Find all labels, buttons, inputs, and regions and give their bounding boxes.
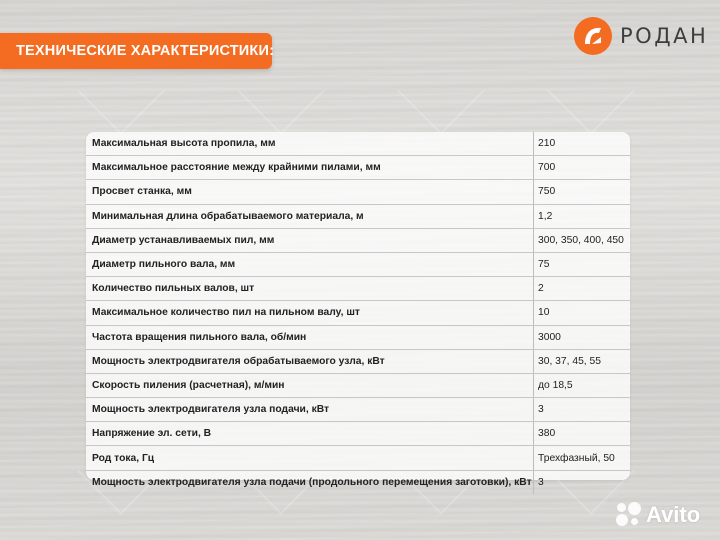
- spec-row: [86, 325, 630, 349]
- avito-watermark: [616, 500, 700, 530]
- section-title: ТЕХНИЧЕСКИЕ ХАРАКТЕРИСТИКИ:: [16, 43, 275, 59]
- section-header-banner: [0, 33, 275, 69]
- spec-row: [86, 422, 630, 446]
- spec-label: Диаметр пильного вала, мм: [86, 252, 534, 276]
- spec-value: 700: [534, 156, 631, 180]
- brand-mark-icon: [574, 17, 612, 55]
- spec-value: 380: [534, 422, 631, 446]
- spec-row: [86, 132, 630, 156]
- spec-label: Просвет станка, мм: [86, 180, 534, 204]
- spec-label: Минимальная длина обрабатываемого материала, м: [86, 204, 534, 228]
- spec-label: Род тока, Гц: [86, 446, 534, 470]
- spec-label: Максимальное количество пил на пильном валу, шт: [86, 301, 534, 325]
- spec-label: Диаметр устанавливаемых пил, мм: [86, 228, 534, 252]
- spec-value: 750: [534, 180, 631, 204]
- brand-name: РОДАН: [620, 24, 709, 48]
- spec-value: 210: [534, 132, 631, 156]
- spec-value: 2: [534, 277, 631, 301]
- spec-row: [86, 398, 630, 422]
- spec-row: [86, 180, 630, 204]
- spec-row: [86, 373, 630, 397]
- spec-label: Мощность электродвигателя узла подачи, кВт: [86, 398, 534, 422]
- spec-value: Трехфазный, 50: [534, 446, 631, 470]
- spec-value: 30, 37, 45, 55: [534, 349, 631, 373]
- spec-row: [86, 228, 630, 252]
- spec-value: 3: [534, 398, 631, 422]
- spec-value: 75: [534, 252, 631, 276]
- spec-value: 1,2: [534, 204, 631, 228]
- spec-label: Максимальное расстояние между крайними пилами, мм: [86, 156, 534, 180]
- spec-value: 3000: [534, 325, 631, 349]
- spec-value: 3: [538, 476, 544, 488]
- spec-label: Мощность электродвигателя узла подачи (продольного перемещения заготовки), кВт: [86, 470, 534, 494]
- spec-label: Максимальная высота пропила, мм: [86, 132, 534, 156]
- spec-row: [86, 470, 630, 494]
- brand-logo: [574, 16, 708, 56]
- spec-row: [86, 349, 630, 373]
- spec-row: [86, 204, 630, 228]
- spec-label: Количество пильных валов, шт: [86, 277, 534, 301]
- spec-label: Скорость пиления (расчетная), м/мин: [86, 373, 534, 397]
- spec-row: [86, 156, 630, 180]
- spec-value: до 18,5: [534, 373, 631, 397]
- avito-wordmark: Avito: [646, 502, 701, 527]
- spec-row: [86, 252, 630, 276]
- spec-row: [86, 277, 630, 301]
- avito-logo-icon: [616, 502, 642, 528]
- spec-label: Мощность электродвигателя обрабатываемого узла, кВт: [86, 349, 534, 373]
- spec-row: [86, 301, 630, 325]
- specs-table: [86, 132, 630, 488]
- spec-value: 10: [534, 301, 631, 325]
- spec-value: 300, 350, 400, 450: [534, 228, 631, 252]
- spec-label: Частота вращения пильного вала, об/мин: [86, 325, 534, 349]
- spec-label: Напряжение эл. сети, В: [86, 422, 534, 446]
- spec-row: [86, 446, 630, 470]
